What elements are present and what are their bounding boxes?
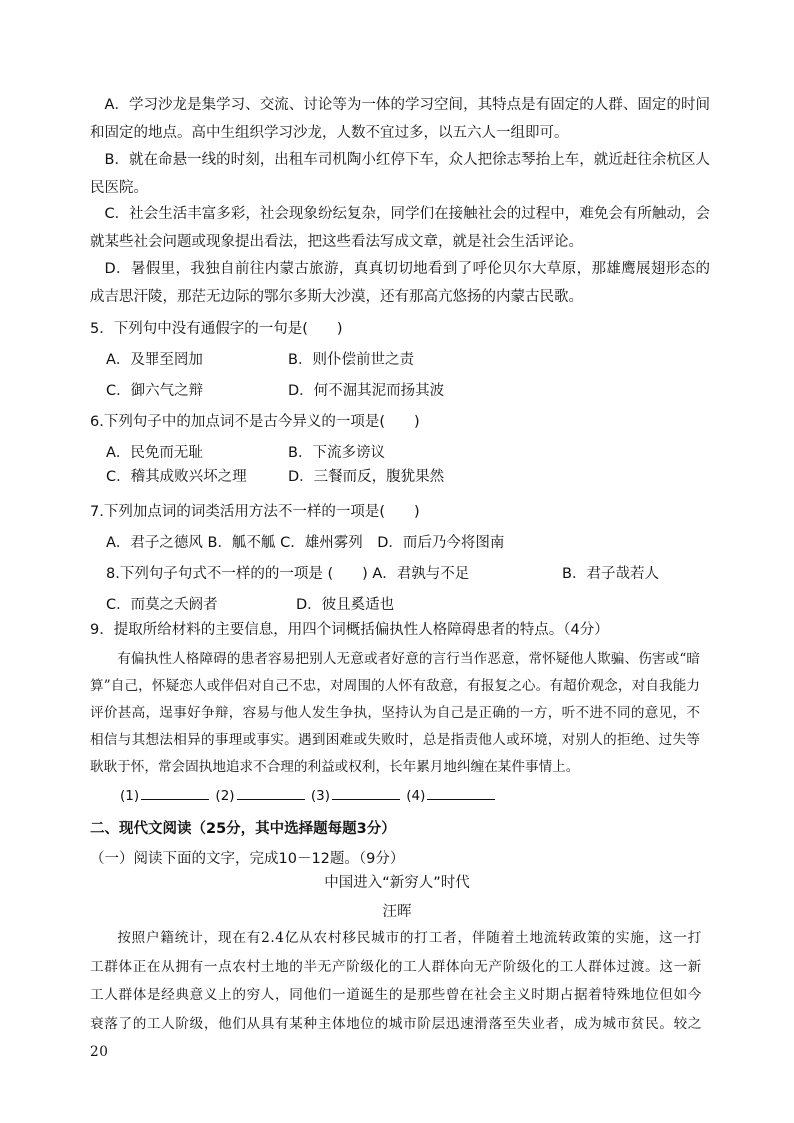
blank-label-3: (3) bbox=[310, 788, 330, 804]
q7-stem: 7.下列加点词的词类活用方法不一样的一项是( ) bbox=[90, 504, 420, 520]
q5-option-a: A．及罪至罔加 bbox=[106, 352, 203, 368]
q9-material: 有偏执性人格障碍的患者容易把别人无意或者好意的言行当作恶意，常怀疑他人欺骗、伤害或“暗算”自己，怀疑恋人或伴侣对自己不忠，对周围的人怀有敌意，有报复之心。有超价观念，对自我能力评价甚高，逞事好争辩，容易与他人发生争执，坚持认为自己是正确的一方，听不进不同的意见，不相信与其想法相异的事理或事实。遇到困难或失败时，总是指责他人或环境，对别人的拒绝、过失等耿耿于怀，常会固执地追求不合理的利益或权利，长年累月地纠缠在某件事情上。 bbox=[90, 651, 700, 775]
q4-option-d: D．暑假里，我独自前往内蒙古旅游，真真切切地看到了呼伦贝尔大草原，那雄鹰展翅形态的成吉思汗陵，那茫无边际的鄂尔多斯大沙漠，还有那高亢悠扬的内蒙古民歌。 bbox=[90, 261, 710, 305]
q8-option-b: B．君子哉若人 bbox=[562, 566, 659, 582]
q4-option-b: B．就在命悬一线的时刻，出租车司机陶小红停下车，众人把徐志琴抬上车，就近赶往余杭区人民医院。 bbox=[90, 152, 710, 196]
q7-options: A．君子之德风 B．觚不觚 C．雄州雾列 D．而后乃今将图南 bbox=[106, 535, 505, 551]
article-author: 汪晖 bbox=[382, 904, 412, 920]
q6-option-a: A．民免而无耻 bbox=[106, 445, 203, 461]
q8-option-c: C．而莫之夭阏者 bbox=[106, 597, 218, 613]
blank-label-2: (2) bbox=[215, 788, 235, 804]
q6-stem: 6.下列句子中的加点词不是古今异义的一项是( ) bbox=[90, 414, 420, 430]
q6-option-b: B．下流多谤议 bbox=[288, 445, 385, 461]
blank-label-1: (1) bbox=[120, 788, 140, 804]
q5-option-d: D．何不淈其泥而扬其波 bbox=[288, 383, 445, 399]
answer-blank-2[interactable] bbox=[237, 785, 305, 800]
article-title: 中国进入“新穷人”时代 bbox=[324, 875, 470, 891]
q8-option-d: D．彼且奚适也 bbox=[296, 597, 395, 613]
q4-option-c: C．社会生活丰富多彩，社会现象纷纭复杂，同学们在接触社会的过程中，难免会有所触动，会就某些社会问题或现象提出看法，把这些看法写成文章，就是社会生活评论。 bbox=[90, 206, 710, 250]
section-subheading: （一）阅读下面的文字，完成10－12题。（9分） bbox=[90, 851, 405, 867]
article-body: 按照户籍统计，现在有2.4亿从农村移民城市的打工者，伴随着土地流转政策的实施，这一打工群体正在从拥有一点农村土地的半无产阶级化的工人群体向无产阶级化的工人群体过渡。这一新工人群体是经典意义上的穷人，同他们一道诞生的是那些曾在社会主义时期占据着特殊地位但如今衰落了的工人阶级，他们从具有某种主体地位的城市阶层迅速滑落至失业者，成为城市贫民。较之20 bbox=[90, 930, 702, 1060]
section-heading: 二、现代文阅读（25分，其中选择题每题3分） bbox=[90, 821, 396, 837]
q6-option-c: C．稽其成败兴坏之理 bbox=[106, 469, 247, 485]
answer-blank-3[interactable] bbox=[332, 785, 400, 800]
q8-stem: 8.下列句子句式不一样的的一项是 ( ) A．君孰与不足 bbox=[106, 566, 470, 582]
answer-blank-1[interactable] bbox=[141, 785, 209, 800]
q5-option-b: B．则仆偿前世之责 bbox=[288, 352, 414, 368]
q6-option-d: D．三餐而反，腹犹果然 bbox=[288, 469, 445, 485]
q5-option-c: C．御六气之辩 bbox=[106, 383, 204, 399]
answer-blank-4[interactable] bbox=[427, 785, 495, 800]
q9-answer-blanks bbox=[120, 785, 497, 806]
blank-label-4: (4) bbox=[406, 788, 426, 804]
q9-stem: 9．提取所给材料的主要信息，用四个词概括偏执性人格障碍患者的特点。（4分） bbox=[90, 622, 609, 638]
q5-stem: 5．下列句中没有通假字的一句是( ) bbox=[90, 321, 343, 337]
q4-option-a: A．学习沙龙是集学习、交流、讨论等为一体的学习空间，其特点是有固定的人群、固定的时间和固定的地点。高中生组织学习沙龙，人数不宜过多，以五六人一组即可。 bbox=[90, 97, 710, 141]
